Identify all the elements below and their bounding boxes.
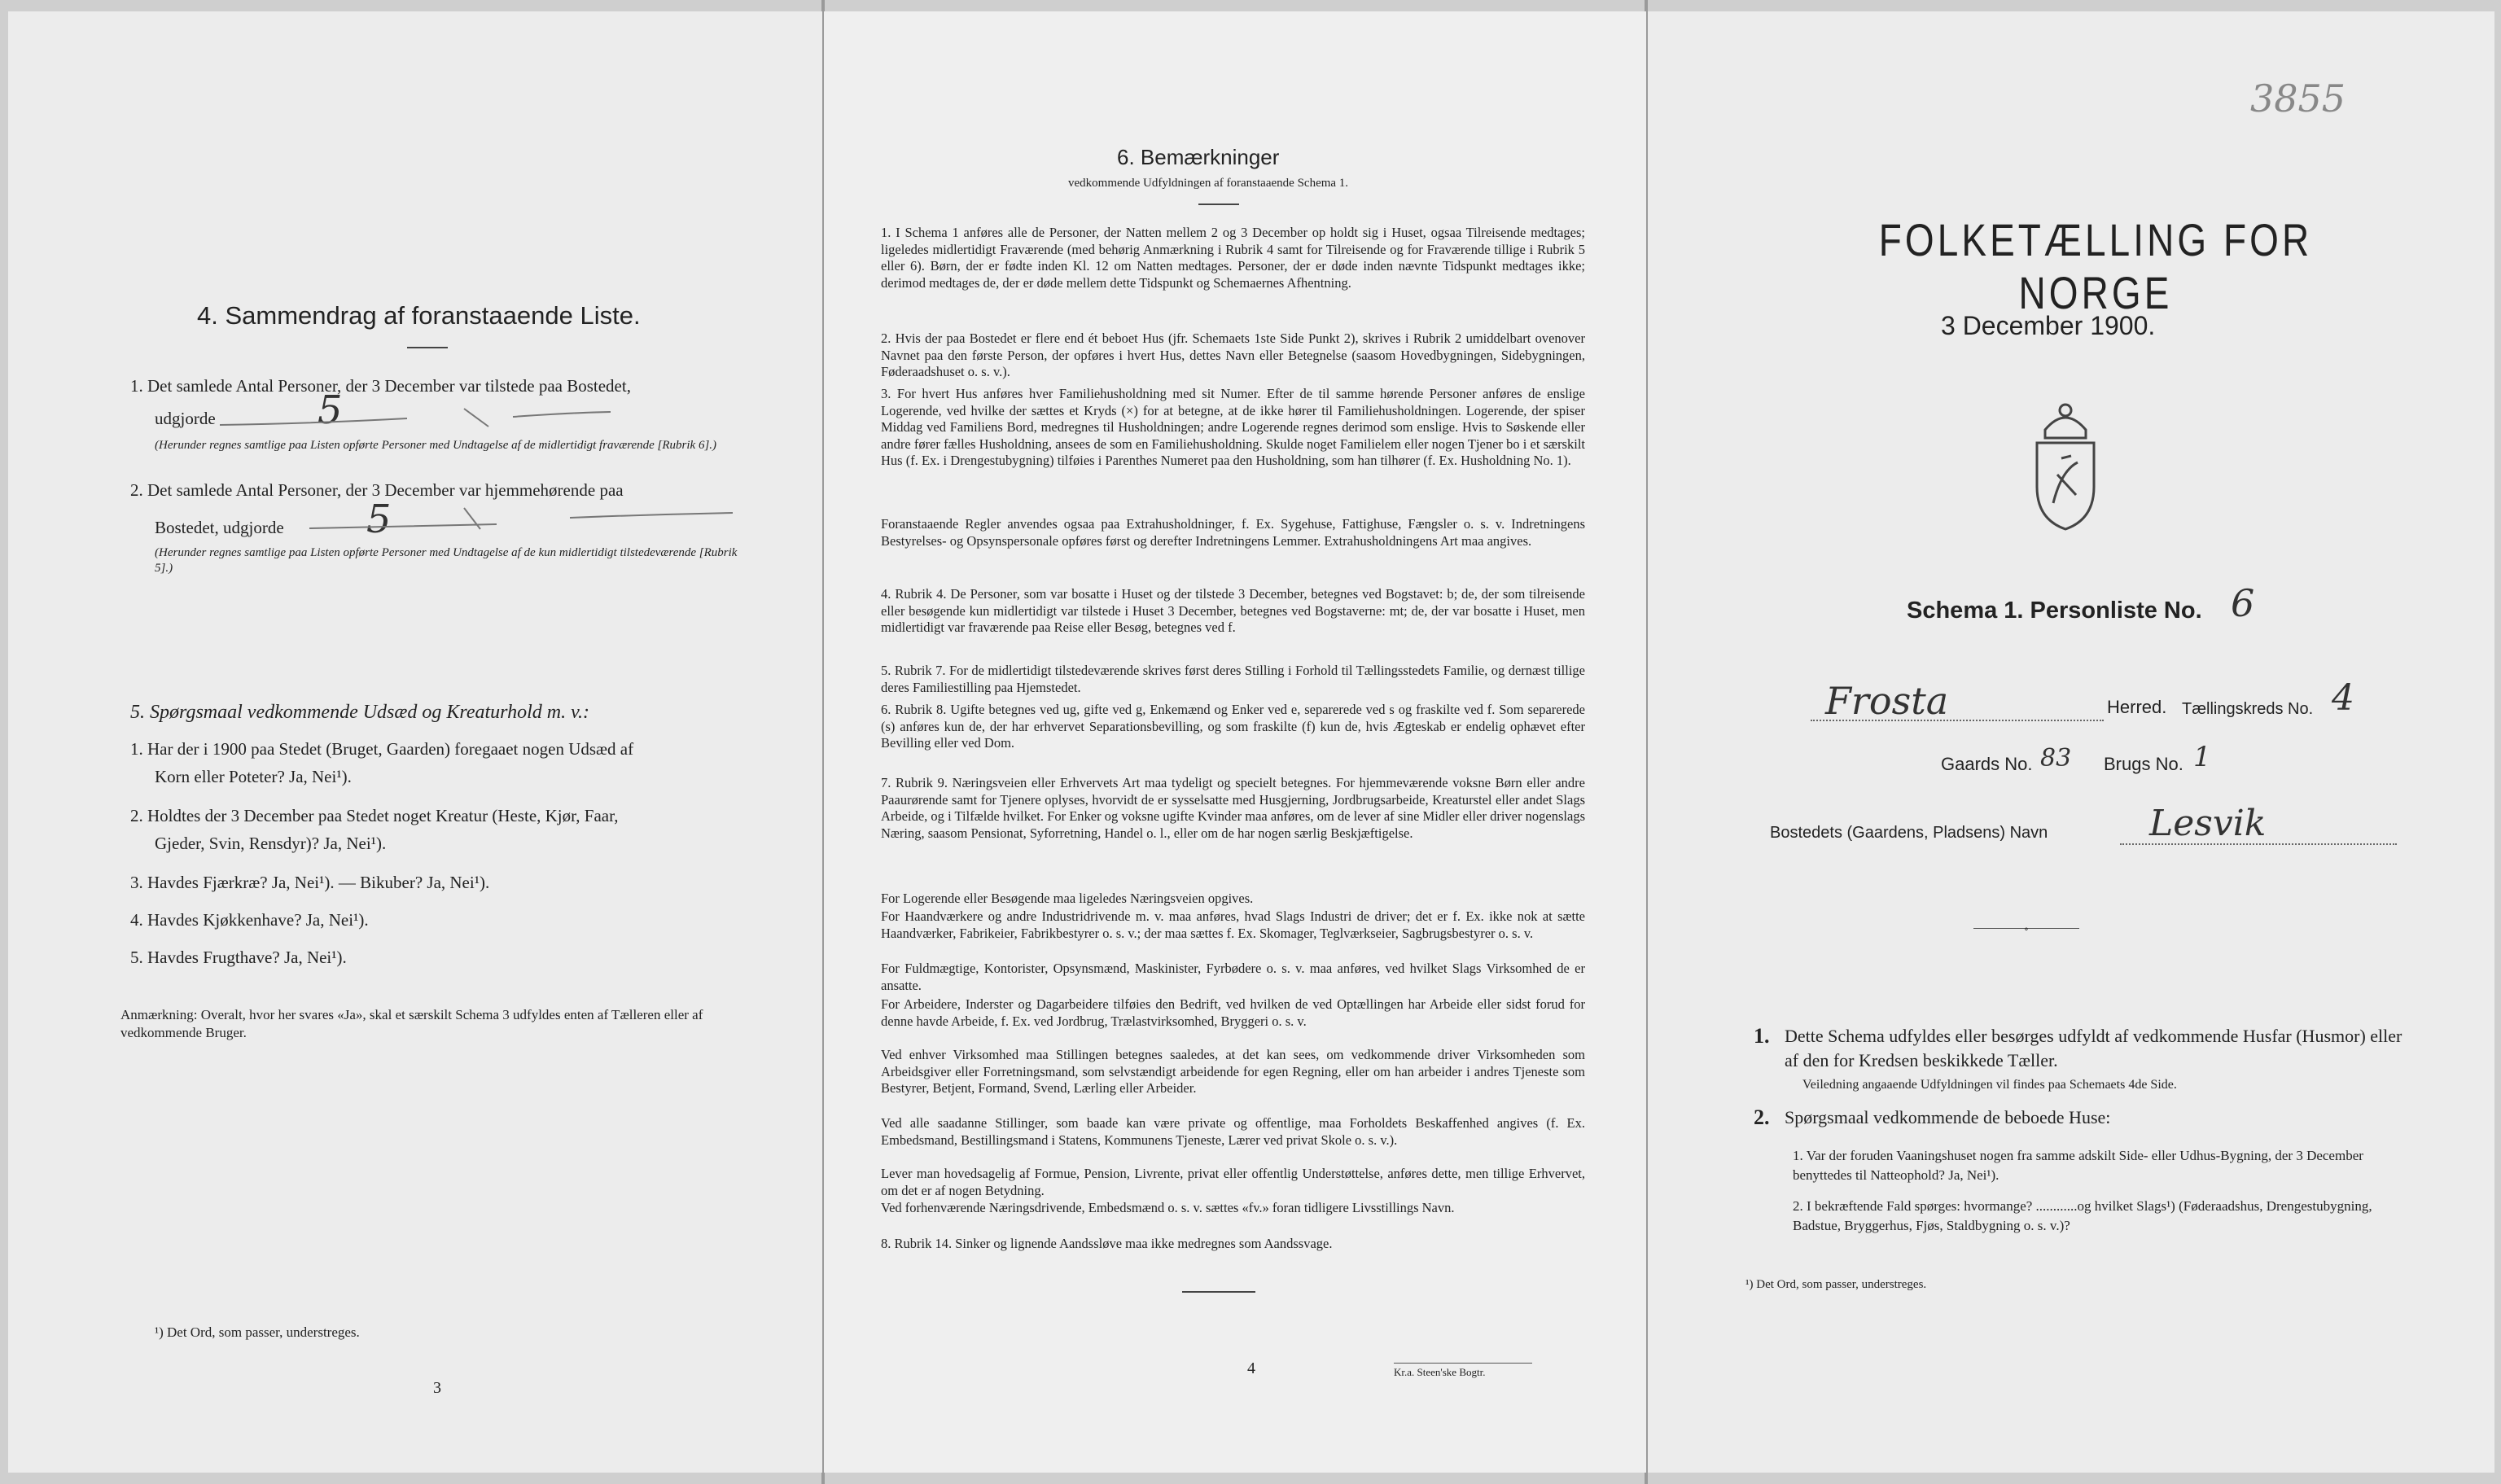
imprint-rule xyxy=(1394,1363,1532,1364)
item1-text: Dette Schema udfyldes eller besørges udfyldt af vedkommende Husfar (Husmor) eller af den for Kredsen beskikkede Tæller. xyxy=(1785,1026,2402,1070)
remarks-subtitle: vedkommende Udfyldningen af foranstaaende Schema 1. xyxy=(1068,177,1349,190)
s5-q2b: Gjeder, Svin, Rensdyr)? Ja, Nei¹). xyxy=(155,834,387,853)
s5-q5: 5. Havdes Frugthave? Ja, Nei¹). xyxy=(130,948,347,967)
remark-6: 6. Rubrik 8. Ugifte betegnes ved ug, gifte ved g, Enkemænd og Enker ved e, separerede ved s og fraskilte ved f. Som separerede (s) anføres kun de, der har erhvervet Separationsbevilling, og som fraskilte (f) kun de, hvis Ægteskab er endelig ophævet efter Bevilling eller ved Dom. xyxy=(881,702,1585,751)
corner-number: 3855 xyxy=(2250,77,2346,120)
remark-7i: Ved forhenværende Næringsdrivende, Embedsmænd o. s. v. sættes «fv.» foran tidligere Livsstillings Navn. xyxy=(881,1200,1455,1215)
remark-5: 5. Rubrik 7. For de midlertidigt tilstedeværende skrives først deres Stilling i Forhold til Tællingsstedets Familie, og dernæst tillige deres Familiestilling paa Hjemstedet. xyxy=(881,663,1585,695)
q1-text: 1. Det samlede Antal Personer, der 3 December var tilstede paa Bostedet, xyxy=(130,376,631,396)
kreds-label: Tællingskreds No. xyxy=(2182,700,2314,718)
remark-7h: Lever man hovedsagelig af Formue, Pension, Livrente, privat eller offentlig Understøttelse, anføres dette, men tillige Erhvervet, om det er af nogen Betydning. xyxy=(881,1166,1585,1198)
page-right xyxy=(1648,11,2494,1473)
remark-7f: Ved enhver Virksomhed maa Stillingen betegnes saaledes, at det kan sees, om vedkommende driver Virksomheden som Arbeidsgiver eller Forretningsmand, som selvstændigt arbeidende for egen Regning, eller om han arbeider i andres Tjeneste som Bestyrer, Betjent, Formand, Svend, Lærling eller Arbeider. xyxy=(881,1047,1585,1096)
q1-note: (Herunder regnes samtlige paa Listen opførte Personer med Undtagelse af de midlertidigt fraværende [Rubrik 6].) xyxy=(155,439,717,452)
page-middle xyxy=(824,11,1646,1473)
q2-strikeout xyxy=(309,500,749,541)
remark-8: 8. Rubrik 14. Sinker og lignende Aandssløve maa ikke medregnes som Aandssvage. xyxy=(881,1236,1333,1251)
remark-7b: For Logerende eller Besøgende maa ligeledes Næringsveien opgives. xyxy=(881,891,1254,906)
footnote: ¹) Det Ord, som passer, understreges. xyxy=(1745,1278,1927,1291)
s5-q4: 4. Havdes Kjøkkenhave? Ja, Nei¹). xyxy=(130,910,369,930)
remarks-title: 6. Bemærkninger xyxy=(1117,145,1280,169)
gaards-value: 83 xyxy=(2040,744,2072,773)
remark-2: 2. Hvis der paa Bostedet er flere end ét beboet Hus (jfr. Schemaets 1ste Side Punkt 2), skrives i Rubrik 2 umiddelbart ovenover Navnet paa den første Person, der opføres i hvert Hus, dettes Navn eller Betegnelse (saasom Hovedbygningen, Sidebygningen, Føderaadshuset o. s. v.). xyxy=(881,331,1585,379)
remark-4: 4. Rubrik 4. De Personer, som var bosatte i Huset og der tilstede 3 December, betegnes ved Bogstavet: b; de, der som tilreisende eller besøgende kun midlertidigt var tilstede i Huset 3 December, betegnes ved Bogstaverne: mt; de, der var bosatte i Huset, men midlertidigt var fraværende paa Reise eller Besøg, betegnes ved f. xyxy=(881,586,1585,635)
printer-imprint: Kr.a. Steen'ske Bogtr. xyxy=(1394,1366,1486,1378)
q2-value: 5 xyxy=(366,497,392,542)
remark-1: 1. I Schema 1 anføres alle de Personer, der Natten mellem 2 og 3 December op holdt sig i Huset, ogsaa Tilreisende medtages; ligeledes midlertidigt Fraværende (med behørig Anmærkning i Rubrik 4 samt for Tilreisende og for Fraværende tillige i Rubrik 5 eller 6). Børn, der er fødte inden Kl. 12 om Natten medtages. Personer, der er døde inden nævnte Tidspunkt medtages ikke; derimod medtages de, der er døde mellem dette Tidspunkt og Schemaernes Afhentning. xyxy=(881,225,1585,291)
herred-line xyxy=(1811,720,2104,721)
divider xyxy=(1198,204,1239,205)
kreds-value: 4 xyxy=(2332,677,2354,719)
brugs-value: 1 xyxy=(2193,741,2211,773)
bosted-value: Lesvik xyxy=(2149,803,2267,844)
census-date: 3 December 1900. xyxy=(1941,311,2156,340)
item1-sub: Veiledning angaaende Udfyldningen vil findes paa Schemaets 4de Side. xyxy=(1802,1078,2177,1092)
page-left xyxy=(8,11,822,1473)
remark-7e: For Arbeidere, Inderster og Dagarbeidere tilføies den Bedrift, ved hvilken de ved Optællingen har Arbeide eller sidst forud for denne havde Arbeide, f. Ex. ved Jordbrug, Trælastvirksomhed, Bryggeri o. s. v. xyxy=(881,996,1585,1029)
q2-text: 2. Det samlede Antal Personer, der 3 December var hjemmehørende paa xyxy=(130,480,624,500)
ornament-dot-icon: ∘ xyxy=(2024,923,2029,935)
item2-text: Spørgsmaal vedkommende de beboede Huse: xyxy=(1785,1107,2111,1127)
item1-number: 1. xyxy=(1754,1024,1770,1048)
gaards-label: Gaards No. xyxy=(1941,754,2033,774)
q2-label: Bostedet, udgjorde xyxy=(155,518,284,537)
herred-label: Herred. xyxy=(2107,697,2167,717)
section5-title: 5. Spørgsmaal vedkommende Udsæd og Kreaturhold m. v.: xyxy=(130,702,589,723)
schema-label: Schema 1. Personliste No. xyxy=(1907,598,2202,624)
section4-title: 4. Sammendrag af foranstaaende Liste. xyxy=(197,301,641,330)
s5-q2a: 2. Holdtes der 3 December paa Stedet noget Kreatur (Heste, Kjør, Faar, xyxy=(130,806,619,825)
remark-7: 7. Rubrik 9. Næringsveien eller Erhvervets Art maa tydeligt og specielt betegnes. For hjemmeværende voksne Børn eller andre Paaurørende samt for Tjenere oplyses, hvorvidt de er sysselsatte med Husgjerning, Jordbrugsarbeide, Kreaturstel eller andet Slags Arbeide, og i Tilfælde hvilket. For Enker og voksne ugifte Kvinder maa anføres, om de lever af sine Midler eller driver nogenslags Næring, saasom Pensionat, Syforretning, Handel o. l., eller om de har nogen særlig Beskjæftigelse. xyxy=(881,775,1585,841)
q2-note: (Herunder regnes samtlige paa Listen opførte Personer med Undtagelse af de kun midlertidigt tilstedeværende [Rubrik 5].) xyxy=(155,546,738,575)
divider xyxy=(1182,1291,1255,1293)
remark-7g: Ved alle saadanne Stillinger, som baade kan være private og offentlige, maa Forholdets Beskaffenhed angives (f. Ex. Embedsmand, Bestillingsmand i Statens, Kommunens Tjeneste, Lærer ved privat Skole o. s. v.). xyxy=(881,1115,1585,1148)
footnote: ¹) Det Ord, som passer, understreges. xyxy=(155,1324,360,1340)
remark: Anmærkning: Overalt, hvor her svares «Ja», skal et særskilt Schema 3 udfyldes enten af Tælleren eller af vedkommende Bruger. xyxy=(120,1007,703,1040)
q1-strikeout xyxy=(220,401,627,433)
s5-q1b: Korn eller Poteter? Ja, Nei¹). xyxy=(155,767,352,786)
remark-7d: For Fuldmægtige, Kontorister, Opsynsmænd, Maskinister, Fyrbødere o. s. v. maa anføres, ved hvilket Slags Virksomhed de er ansatte. xyxy=(881,961,1585,993)
divider xyxy=(407,347,448,348)
coat-of-arms-icon xyxy=(2021,397,2110,536)
s5-q3: 3. Havdes Fjærkræ? Ja, Nei¹). — Bikuber? Ja, Nei¹). xyxy=(130,873,490,892)
page-number: 4 xyxy=(1247,1359,1255,1377)
bosted-line xyxy=(2120,843,2397,845)
bosted-label: Bostedets (Gaardens, Pladsens) Navn xyxy=(1770,824,2048,842)
s5-q1a: 1. Har der i 1900 paa Stedet (Bruget, Gaarden) foregaaet nogen Udsæd af xyxy=(130,739,634,759)
q1-value: 5 xyxy=(318,387,343,433)
remark-7c: For Haandværkere og andre Industridrivende m. v. maa anføres, hvad Slags Industri de driver; det er f. Ex. ikke nok at sætte Haandværker, Fabrikeier, Fabrikbestyrer o. s. v.; der maa sættes f. Ex. Skomager, Teglværkseier, Sagbrugsbestyrer o. s. v. xyxy=(881,908,1585,941)
item2-q2: 2. I bekræftende Fald spørges: hvormange? ............og hvilket Slags¹) (Føderaadshus, Drengestubygning, Badstue, Bryggerhus, Fjøs, Staldbygning o. s. v.)? xyxy=(1793,1198,2372,1233)
page-number: 3 xyxy=(433,1379,441,1397)
item2-q1: 1. Var der foruden Vaaningshuset nogen fra samme adskilt Side- eller Udhus-Bygning, der 3 December benyttedes til Natteophold? Ja, Nei¹). xyxy=(1793,1148,2363,1183)
remark-3: 3. For hvert Hus anføres hver Familiehusholdning med sit Numer. Efter de til samme hørende Personer anføres de enslige Logerende, ved hvilke der sættes et Kryds (×) for at betegne, at de ikke hører til Familiehusholdningen. Logerende, der spiser Middag ved Familiens Bord, medregnes til Husholdningen; andre Logerende regnes derimod som enslige. Hvis to Søskende eller andre fører fælles Husholdning, ansees de som en Familiehusholdning. Skulde noget Familielem eller nogen Tjener bo i et særskilt Hus (f. Ex. i Drengestubygning) tilføies i Parenthes Numeret paa den Husholdning, som han tilhører (f. Ex. Husholdning No. 1). xyxy=(881,386,1585,468)
remark-3b: Foranstaaende Regler anvendes ogsaa paa Extrahusholdninger, f. Ex. Sygehuse, Fattighuse, Fængsler o. s. v. Indretningens Bestyrelses- og Opsynspersonale opføres først og derefter Indretningens Lemmer. Extrahusholdningens Art maa angives. xyxy=(881,516,1585,549)
page-title: FOLKETÆLLING FOR NORGE xyxy=(1878,214,2313,318)
herred-value: Frosta xyxy=(1825,679,1949,723)
schema-value: 6 xyxy=(2231,581,2255,625)
brugs-label: Brugs No. xyxy=(2104,754,2183,774)
item2-number: 2. xyxy=(1754,1105,1770,1129)
q1-label: udgjorde xyxy=(155,409,216,428)
